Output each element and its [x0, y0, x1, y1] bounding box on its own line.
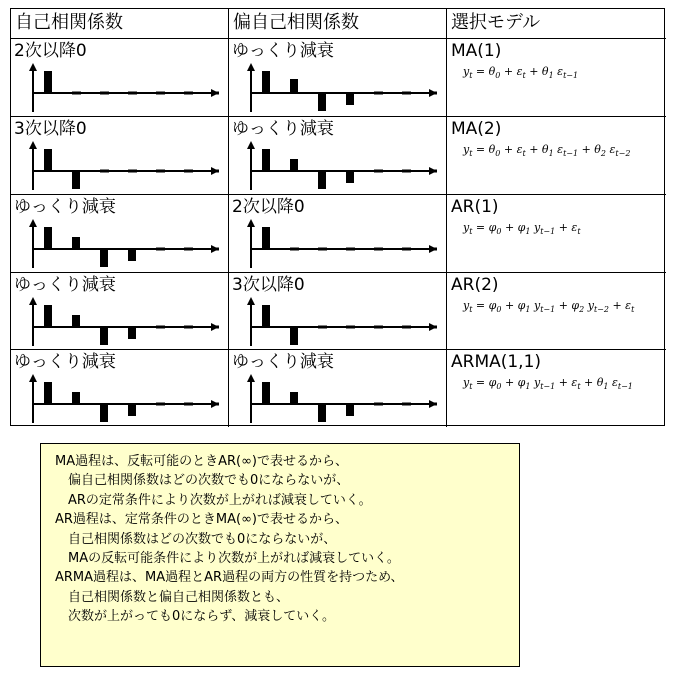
correlation-bar: [402, 403, 411, 406]
acf-pattern-label: ゆっくり減衰: [14, 197, 116, 217]
pacf-pattern-label: ゆっくり減衰: [232, 119, 334, 139]
correlation-bar: [72, 392, 80, 404]
correlation-bar: [156, 403, 165, 406]
correlation-bar: [290, 248, 299, 251]
correlation-bar: [402, 326, 411, 329]
correlation-bar: [262, 305, 270, 327]
y-axis-arrow-icon: [29, 374, 37, 382]
correlation-bar: [100, 170, 109, 173]
correlation-bar: [290, 327, 298, 345]
model-cell: [447, 195, 666, 273]
correlation-bar: [100, 92, 109, 95]
acf-cell: [11, 273, 229, 350]
acf-correlogram: [29, 374, 219, 424]
y-axis-arrow-icon: [29, 141, 37, 149]
correlation-bar: [430, 403, 437, 406]
model-name: ARMA(1,1): [451, 352, 542, 372]
model-cell: [447, 350, 666, 427]
note-line: ARの定常条件により次数が上がれば減衰していく。: [55, 492, 372, 508]
correlation-bar: [156, 92, 165, 95]
correlation-bar: [212, 403, 219, 406]
correlation-bar: [212, 92, 219, 95]
correlation-bar: [430, 326, 437, 329]
correlation-bar: [262, 227, 270, 249]
y-axis-arrow-icon: [29, 63, 37, 71]
header-pacf: 偏自己相関係数: [229, 9, 447, 39]
model-equation: $y_t = \varphi_0 + \varphi_1$ $y_{t-1} + \varphi_2$ $y_{t-2} + \varepsilon_t$: [463, 299, 635, 315]
correlation-bar: [100, 327, 108, 345]
y-axis-arrow-icon: [247, 374, 255, 382]
model-cell: [447, 117, 666, 195]
acf-cell: [11, 350, 229, 427]
model-selection-table: [10, 8, 665, 426]
correlation-bar: [44, 227, 52, 249]
correlation-bar: [100, 404, 108, 422]
pacf-cell: [229, 273, 447, 350]
correlation-bar: [44, 305, 52, 327]
correlation-bar: [374, 92, 383, 95]
correlation-bar: [318, 248, 327, 251]
header-model: 選択モデル: [447, 9, 666, 39]
correlation-bar: [262, 149, 270, 171]
y-axis-arrow-icon: [29, 297, 37, 305]
correlation-bar: [290, 159, 298, 171]
correlation-bar: [184, 403, 193, 406]
correlation-bar: [72, 237, 80, 249]
correlation-bar: [346, 248, 355, 251]
correlation-bar: [374, 170, 383, 173]
note-line: MA過程は、反転可能のときAR(∞)で表せるから、: [55, 454, 349, 469]
correlation-bar: [128, 92, 137, 95]
pacf-correlogram: [247, 63, 437, 113]
pacf-pattern-label: ゆっくり減衰: [232, 41, 334, 61]
correlation-bar: [290, 79, 298, 93]
correlation-bar: [262, 382, 270, 404]
pacf-pattern-label: 3次以降0: [232, 275, 305, 295]
acf-pattern-label: ゆっくり減衰: [14, 352, 116, 372]
pacf-correlogram: [247, 374, 437, 424]
correlation-bar: [44, 382, 52, 404]
pacf-pattern-label: ゆっくり減衰: [232, 352, 334, 372]
pacf-cell: [229, 117, 447, 195]
correlation-bar: [44, 71, 52, 93]
correlation-bar: [44, 149, 52, 171]
correlation-bar: [156, 248, 165, 251]
model-cell: [447, 39, 666, 117]
model-name: MA(2): [451, 119, 502, 139]
correlation-bar: [318, 93, 326, 111]
note-line: 自己相関係数はどの次数でも0にならないが、: [55, 531, 337, 547]
correlation-bar: [318, 326, 327, 329]
acf-correlogram: [29, 297, 219, 347]
correlation-bar: [402, 248, 411, 251]
model-equation: $y_t = \theta_0 + \varepsilon_t + \theta_1$ $\varepsilon_{t-1}$: [463, 65, 579, 81]
correlation-bar: [262, 71, 270, 93]
model-name: MA(1): [451, 41, 502, 61]
acf-cell: [11, 117, 229, 195]
pacf-pattern-label: 2次以降0: [232, 197, 305, 217]
y-axis-arrow-icon: [247, 297, 255, 305]
y-axis-arrow-icon: [247, 63, 255, 71]
correlation-bar: [212, 248, 219, 251]
correlation-bar: [318, 404, 326, 422]
note-line: 自己相関係数と偏自己相関係数とも、: [55, 589, 290, 605]
model-equation: $y_t = \varphi_0 + \varphi_1$ $y_{t-1} + \varepsilon_t + \theta_1$ $\varepsilon_{t-1}$: [463, 376, 633, 392]
y-axis-arrow-icon: [29, 219, 37, 227]
model-equation: $y_t = \theta_0 + \varepsilon_t + \theta_1$ $\varepsilon_{t-1} + \theta_2$ $\varepsilon_{t-2}$: [463, 143, 631, 159]
correlation-bar: [430, 248, 437, 251]
correlation-bar: [156, 170, 165, 173]
header-acf: 自己相関係数: [11, 9, 229, 39]
acf-cell: [11, 39, 229, 117]
correlation-bar: [374, 248, 383, 251]
correlation-bar: [402, 92, 411, 95]
acf-pattern-label: ゆっくり減衰: [14, 275, 116, 295]
acf-pattern-label: 3次以降0: [14, 119, 87, 139]
correlation-bar: [290, 392, 298, 404]
correlation-bar: [184, 248, 193, 251]
explanation-note: [40, 443, 520, 667]
correlation-bar: [128, 249, 136, 261]
correlation-bar: [128, 404, 136, 416]
correlation-bar: [184, 326, 193, 329]
model-name: AR(2): [451, 275, 499, 295]
model-cell: [447, 273, 666, 350]
acf-correlogram: [29, 141, 219, 191]
correlation-bar: [128, 170, 137, 173]
correlation-bar: [72, 92, 81, 95]
note-line: 次数が上がっても0にならず、減衰していく。: [55, 609, 335, 625]
pacf-cell: [229, 350, 447, 427]
correlation-bar: [184, 92, 193, 95]
pacf-cell: [229, 39, 447, 117]
correlation-bar: [346, 171, 354, 183]
correlation-bar: [72, 315, 80, 327]
correlation-bar: [184, 170, 193, 173]
correlation-bar: [212, 170, 219, 173]
y-axis-arrow-icon: [247, 141, 255, 149]
note-line: AR過程は、定常条件のときMA(∞)で表せるから、: [55, 512, 349, 528]
correlation-bar: [318, 171, 326, 189]
correlation-bar: [100, 249, 108, 267]
note-line: MAの反転可能条件により次数が上がれば減衰していく。: [55, 551, 400, 567]
correlation-bar: [128, 327, 136, 339]
acf-correlogram: [29, 219, 219, 269]
model-equation: $y_t = \varphi_0 + \varphi_1$ $y_{t-1} + \varepsilon_t$: [463, 221, 581, 237]
note-line: ARMA過程は、MA過程とAR過程の両方の性質を持つため、: [55, 570, 404, 586]
correlation-bar: [346, 93, 354, 105]
model-name: AR(1): [451, 197, 499, 217]
acf-cell: [11, 195, 229, 273]
acf-correlogram: [29, 63, 219, 113]
correlation-bar: [402, 170, 411, 173]
pacf-correlogram: [247, 141, 437, 191]
pacf-correlogram: [247, 297, 437, 347]
correlation-bar: [374, 326, 383, 329]
correlation-bar: [156, 326, 165, 329]
y-axis-arrow-icon: [247, 219, 255, 227]
correlation-bar: [72, 171, 80, 189]
note-line: 偏自己相関係数はどの次数でも0にならないが、: [55, 473, 350, 489]
pacf-cell: [229, 195, 447, 273]
correlation-bar: [430, 92, 437, 95]
correlation-bar: [374, 403, 383, 406]
correlation-bar: [430, 170, 437, 173]
acf-pattern-label: 2次以降0: [14, 41, 87, 61]
correlation-bar: [346, 404, 354, 416]
pacf-correlogram: [247, 219, 437, 269]
correlation-bar: [346, 326, 355, 329]
correlation-bar: [212, 326, 219, 329]
